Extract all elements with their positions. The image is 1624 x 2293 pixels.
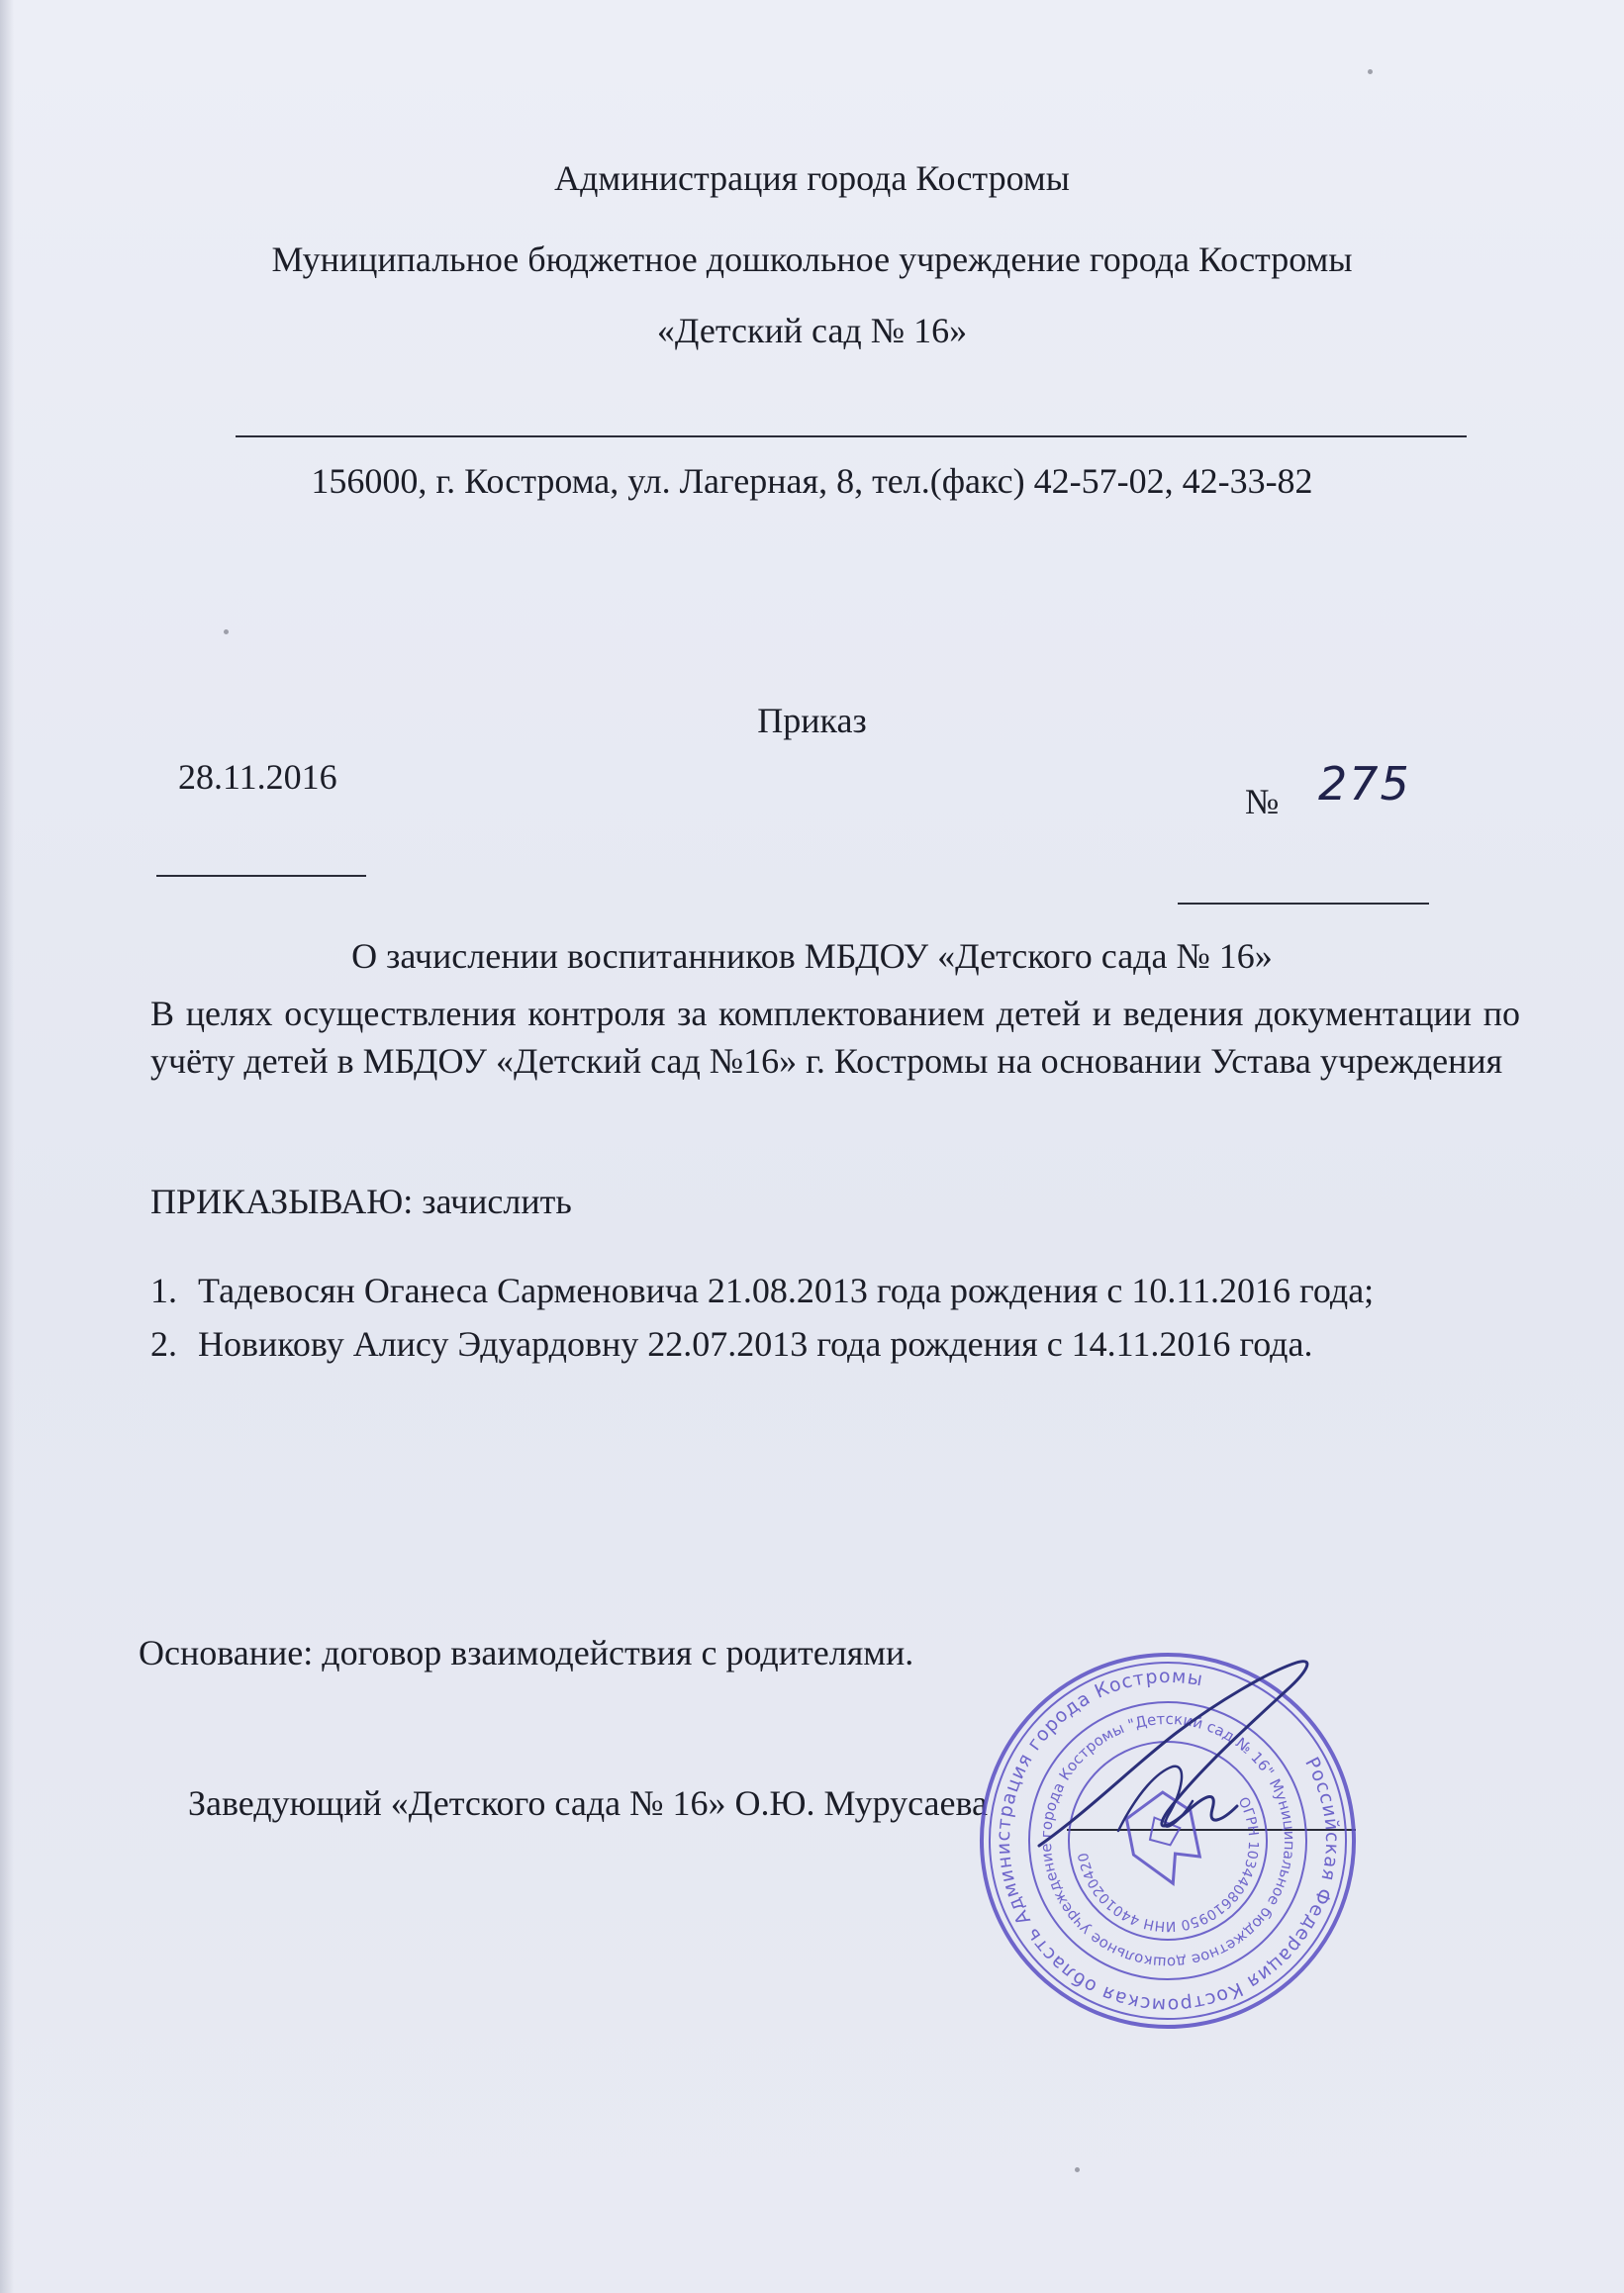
- signature-line-text: Заведующий «Детского сада № 16» О.Ю. Мурусаева: [188, 1783, 988, 1823]
- order-number-handwritten: 275: [1318, 757, 1411, 811]
- stamp-inner-text: Муниципальное бюджетное дошкольное учреждение города Костромы "Детский сад № 16": [1036, 1709, 1299, 1972]
- list-item-number: 2.: [150, 1324, 177, 1364]
- order-title: Приказ: [757, 701, 867, 740]
- order-number-line: [1178, 903, 1429, 905]
- paper-speck: [224, 629, 229, 634]
- order-number-label: №: [1245, 782, 1280, 821]
- order-date: 28.11.2016: [178, 757, 337, 797]
- order-basis: Основание: договор взаимодействия с родителями.: [139, 1633, 914, 1672]
- header-administration: Администрация города Костромы: [554, 158, 1070, 198]
- list-item: [150, 1269, 1374, 1312]
- stamp-outer-text: Российская Федерация Костромская область Администрация города Костромы: [992, 1665, 1344, 2017]
- stamp-ogrn-text: ОГРН 1034408610950 ИНН 4401020420: [1075, 1794, 1262, 1935]
- paper-speck: [1075, 2167, 1080, 2172]
- header-institution: Муниципальное бюджетное дошкольное учреждение города Костромы: [271, 239, 1353, 279]
- handwritten-signature: [970, 1643, 1385, 1900]
- list-item-text: Новикову Алису Эдуардовну 22.07.2013 года рождения с 14.11.2016 года.: [198, 1324, 1313, 1364]
- list-item-number: 1.: [150, 1271, 177, 1310]
- order-date-line: [156, 875, 366, 877]
- order-subject: О зачислении воспитанников МБДОУ «Детского сада № 16»: [351, 936, 1273, 976]
- paper-speck: [1368, 69, 1373, 74]
- order-preamble: В целях осуществления контроля за комплектованием детей и ведения документации по учёту детей в МБДОУ «Детский сад №16» г. Костромы на основании Устава учреждения: [150, 994, 1520, 1081]
- header-name: «Детский сад № 16»: [656, 311, 968, 350]
- list-item: [150, 1322, 1312, 1366]
- header-address: 156000, г. Кострома, ул. Лагерная, 8, тел.(факс) 42-57-02, 42-33-82: [311, 461, 1313, 501]
- header-divider: [236, 435, 1467, 437]
- order-directive: ПРИКАЗЫВАЮ: зачислить: [150, 1182, 572, 1221]
- list-item-text: Тадевосян Оганеса Сарменовича 21.08.2013 года рождения с 10.11.2016 года;: [198, 1271, 1375, 1310]
